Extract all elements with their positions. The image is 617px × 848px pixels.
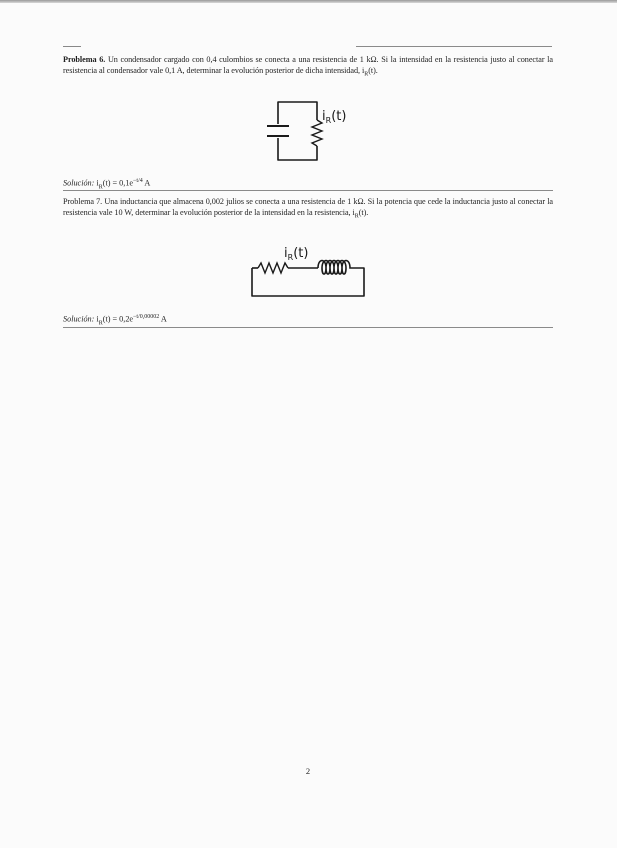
problem-6-var-end: (t). bbox=[368, 66, 378, 76]
problem-7-text: Una inductancia que almacena 0,002 julios se conecta a una resistencia de 1 kΩ. Si la potencia que cede la inductancia justo al conectar la resistencia vale 10 W, determinar la evolución posterior de la intensidad en la resistencia, i bbox=[63, 197, 554, 218]
problem-6-label: Problema 6. bbox=[63, 55, 106, 64]
problem-6-solution-expr: (t) = 0,1e bbox=[102, 178, 134, 188]
resistor-symbol bbox=[312, 120, 322, 146]
problem-6-solution-sub: R bbox=[98, 184, 103, 191]
rc-current-label: $i_R(t)$ bbox=[322, 109, 347, 125]
rl-circuit-wires bbox=[252, 268, 364, 296]
problem-7-var-end: (t). bbox=[358, 208, 369, 218]
inductor-symbol bbox=[318, 261, 358, 275]
separator-rule-2 bbox=[63, 327, 553, 328]
scan-top-edge bbox=[0, 0, 617, 3]
problem-7-solution-unit: A bbox=[159, 314, 167, 324]
header-rule bbox=[356, 46, 552, 47]
rl-circuit-diagram bbox=[246, 242, 376, 300]
header-rule-short bbox=[63, 46, 81, 47]
page-number: 2 bbox=[305, 766, 311, 776]
problem-7-solution-label: Solución: bbox=[63, 314, 95, 324]
problem-7-var-sub: R bbox=[354, 214, 359, 221]
problem-6-var-sub: R bbox=[364, 72, 369, 79]
problem-6-solution-label: Solución: bbox=[63, 178, 95, 188]
problem-6-text: Un condensador cargado con 0,4 culombios se conecta a una resistencia de 1 kΩ. Si la intensidad en la resistencia justo al conectar la resistencia al condensador vale 0,1 A, determinar la evolución posterior de dicha intensidad, i bbox=[63, 55, 553, 76]
capacitor-symbol bbox=[267, 126, 289, 136]
problem-6-solution-var: i bbox=[94, 178, 99, 188]
rc-circuit-diagram bbox=[262, 98, 372, 168]
problem-7-solution-var: i bbox=[94, 314, 99, 324]
problem-6-solution-unit: A bbox=[142, 178, 151, 188]
problem-6-solution-exp: −t/4 bbox=[133, 178, 143, 184]
rl-current-label: $i_R(t)$ bbox=[284, 246, 309, 262]
problem-7-solution-expr: (t) = 0,2e bbox=[102, 314, 134, 324]
problem-7-label: Problema 7. bbox=[63, 197, 103, 206]
problem-7-solution-exp: −t/0,00002 bbox=[133, 314, 160, 320]
rc-circuit-wires bbox=[278, 102, 317, 160]
problem-7-solution-sub: R bbox=[98, 320, 103, 327]
problem-6-statement bbox=[63, 54, 553, 81]
resistor-symbol bbox=[258, 263, 288, 273]
problem-7-statement bbox=[63, 196, 553, 223]
separator-rule-1 bbox=[63, 190, 553, 191]
